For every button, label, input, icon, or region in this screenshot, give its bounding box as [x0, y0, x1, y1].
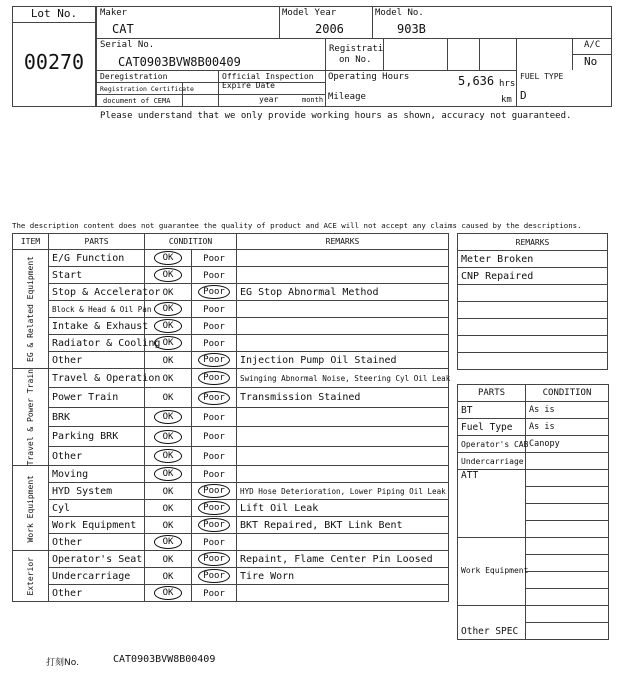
att-value	[526, 470, 609, 487]
poor-option: Poor	[198, 484, 230, 498]
remark-cell: Tire Worn	[237, 568, 449, 585]
registration-certificate-label: Registration Certificate	[100, 85, 194, 93]
spec-part: Fuel Type	[458, 419, 526, 436]
condition-row	[13, 250, 449, 267]
part-name: Undercarriage	[49, 568, 145, 585]
work-equipment-value	[526, 555, 609, 572]
poor-cell[interactable]	[192, 568, 237, 585]
stamp-number-value: CAT0903BVW8B00409	[113, 654, 216, 665]
ok-cell[interactable]	[145, 585, 192, 602]
part-name: Work Equipment	[49, 517, 145, 534]
registration-label: Registrati	[329, 44, 384, 54]
part-name: Other	[49, 352, 145, 369]
ac-value: No	[584, 55, 598, 68]
remark-cell: BKT Repaired, BKT Link Bent	[237, 517, 449, 534]
condition-row	[13, 427, 449, 446]
general-remark-row	[458, 285, 608, 302]
poor-cell[interactable]	[192, 446, 237, 466]
ok-option: OK	[162, 571, 174, 582]
poor-cell[interactable]	[192, 500, 237, 517]
condition-row	[13, 585, 449, 602]
condition-row	[13, 407, 449, 426]
item-group-label: Travel & Power Train	[26, 369, 35, 466]
condition-row	[13, 388, 449, 407]
ok-cell[interactable]	[145, 301, 192, 318]
ok-cell[interactable]	[145, 534, 192, 551]
part-name: Travel & Operation	[49, 369, 145, 388]
general-remark-item	[458, 285, 608, 302]
operating-hours-value: 5,636	[458, 74, 495, 88]
general-remarks-table	[457, 233, 608, 370]
other-spec-label: Other SPEC	[458, 606, 526, 640]
part-name: Other	[49, 534, 145, 551]
ac-label: A/C	[584, 40, 601, 50]
part-name: Radiator & Cooling	[49, 335, 145, 352]
ok-cell[interactable]	[145, 407, 192, 426]
general-remark-item: Meter Broken	[458, 251, 608, 268]
spec-row	[458, 453, 609, 470]
ok-cell[interactable]	[145, 318, 192, 335]
poor-cell[interactable]	[192, 318, 237, 335]
item-group-label: EG & Related Equipment	[26, 256, 35, 362]
ok-option: OK	[162, 393, 174, 404]
condition-row	[13, 352, 449, 369]
spec-row	[458, 436, 609, 453]
general-remark-item	[458, 302, 608, 319]
part-name: Parking BRK	[49, 427, 145, 446]
poor-cell[interactable]	[192, 267, 237, 284]
item-group-label: Exterior	[26, 557, 35, 596]
work-equipment-label: Work Equipment	[458, 538, 526, 606]
poor-option: Poor	[203, 321, 225, 332]
general-remark-row	[458, 353, 608, 370]
description-disclaimer: The description content does not guarantee the quality of product and ACE will not accept any claims caused by the descriptions.	[12, 221, 582, 230]
remark-cell	[237, 466, 449, 483]
poor-option: Poor	[198, 501, 230, 515]
remark-cell	[237, 534, 449, 551]
poor-option: Poor	[198, 371, 230, 385]
condition-row	[13, 534, 449, 551]
item-group-cell	[13, 369, 49, 466]
general-remark-row	[458, 268, 608, 285]
ok-option: OK	[154, 535, 183, 549]
other-spec-row	[458, 606, 609, 623]
remark-cell	[237, 318, 449, 335]
ok-option: OK	[162, 520, 174, 531]
work-equipment-row	[458, 538, 609, 555]
general-remark-item	[458, 319, 608, 336]
km-unit: km	[501, 95, 512, 105]
remark-cell	[237, 446, 449, 466]
condition-row	[13, 568, 449, 585]
remark-cell: Transmission Stained	[237, 388, 449, 407]
general-remarks-header: REMARKS	[458, 234, 608, 251]
remark-cell	[237, 267, 449, 284]
part-name: HYD System	[49, 483, 145, 500]
model-year-value: 2006	[315, 22, 344, 36]
remark-cell: Swinging Abnormal Noise, Steering Cyl Oil Leak	[237, 369, 449, 388]
general-remark-item: CNP Repaired	[458, 268, 608, 285]
ok-option: OK	[154, 302, 183, 316]
poor-option: Poor	[203, 432, 225, 443]
att-value	[526, 521, 609, 538]
ok-option: OK	[154, 268, 183, 282]
poor-option: Poor	[198, 569, 230, 583]
remark-cell: Lift Oil Leak	[237, 500, 449, 517]
part-name: Stop & Accelerator	[49, 284, 145, 301]
ok-cell[interactable]	[145, 483, 192, 500]
item-group-cell	[13, 250, 49, 369]
part-name: Start	[49, 267, 145, 284]
maker-value: CAT	[112, 22, 134, 36]
condition-row	[13, 466, 449, 483]
poor-option: Poor	[198, 353, 230, 367]
hrs-unit: hrs	[499, 79, 516, 89]
ok-option: OK	[154, 430, 183, 444]
poor-cell[interactable]	[192, 534, 237, 551]
condition-row	[13, 517, 449, 534]
poor-cell[interactable]	[192, 585, 237, 602]
poor-option: Poor	[203, 304, 225, 315]
part-name: BRK	[49, 407, 145, 426]
model-no-label: Model No.	[375, 8, 424, 18]
poor-cell[interactable]	[192, 250, 237, 267]
condition-row	[13, 369, 449, 388]
att-value	[526, 487, 609, 504]
cema-document-label: document of CEMA	[103, 97, 171, 105]
model-year-label: Model Year	[282, 8, 337, 18]
part-name: Power Train	[49, 388, 145, 407]
ok-cell[interactable]	[145, 427, 192, 446]
ok-option: OK	[154, 251, 183, 265]
general-remark-row	[458, 336, 608, 353]
remark-cell: HYD Hose Deterioration, Lower Piping Oil Leak	[237, 483, 449, 500]
ok-option: OK	[154, 586, 183, 600]
remark-cell	[237, 301, 449, 318]
spec-row	[458, 419, 609, 436]
poor-option: Poor	[203, 412, 225, 423]
ok-cell[interactable]	[145, 388, 192, 407]
maker-label: Maker	[100, 8, 128, 18]
condition-row	[13, 284, 449, 301]
spec-condition: As is	[526, 402, 609, 419]
poor-option: Poor	[198, 285, 230, 299]
serial-label: Serial No.	[100, 40, 155, 50]
remark-cell	[237, 407, 449, 426]
mileage-label: Mileage	[328, 92, 366, 102]
ok-cell[interactable]	[145, 500, 192, 517]
hours-disclaimer: Please understand that we only provide working hours as shown, accuracy not guaranteed.	[100, 111, 572, 121]
serial-value: CAT0903BVW8B00409	[118, 55, 241, 69]
poor-option: Poor	[198, 552, 230, 566]
poor-option: Poor	[203, 338, 225, 349]
spec-condition-header: CONDITION	[526, 385, 609, 402]
remark-cell	[237, 585, 449, 602]
remark-cell: EG Stop Abnormal Method	[237, 284, 449, 301]
model-no-value: 903B	[397, 22, 426, 36]
spec-condition: As is	[526, 419, 609, 436]
condition-row	[13, 318, 449, 335]
poor-cell[interactable]	[192, 407, 237, 426]
condition-row	[13, 551, 449, 568]
condition-header: CONDITION	[145, 234, 237, 250]
ok-cell[interactable]	[145, 568, 192, 585]
ok-cell[interactable]	[145, 250, 192, 267]
att-row	[458, 470, 609, 487]
condition-row	[13, 483, 449, 500]
ok-option: OK	[154, 449, 183, 463]
ok-option: OK	[162, 554, 174, 565]
part-name: Operator's Seat	[49, 551, 145, 568]
poor-option: Poor	[198, 518, 230, 532]
poor-option: Poor	[203, 270, 225, 281]
ok-cell[interactable]	[145, 466, 192, 483]
other-spec-value	[526, 623, 609, 640]
ok-cell[interactable]	[145, 551, 192, 568]
condition-table	[12, 233, 449, 602]
condition-row	[13, 335, 449, 352]
general-remark-row	[458, 319, 608, 336]
spec-parts-header: PARTS	[458, 385, 526, 402]
poor-option: Poor	[203, 253, 225, 264]
part-name: Block & Head & Oil Pan	[49, 301, 145, 318]
ok-cell[interactable]	[145, 267, 192, 284]
poor-cell[interactable]	[192, 301, 237, 318]
parts-header: PARTS	[49, 234, 145, 250]
ok-option: OK	[154, 336, 183, 350]
poor-option: Poor	[203, 469, 225, 480]
fuel-type-value: D	[520, 89, 527, 102]
other-spec-value	[526, 606, 609, 623]
registration-label-2: on No.	[339, 55, 372, 65]
operating-hours-label: Operating Hours	[328, 72, 410, 82]
ok-option: OK	[154, 319, 183, 333]
item-group-cell	[13, 466, 49, 551]
condition-row	[13, 301, 449, 318]
item-group-cell	[13, 551, 49, 602]
condition-row	[13, 500, 449, 517]
remark-cell: Repaint, Flame Center Pin Loosed	[237, 551, 449, 568]
inspection-label-2: Expire Date	[222, 81, 275, 90]
poor-cell[interactable]	[192, 335, 237, 352]
part-name: E/G Function	[49, 250, 145, 267]
condition-row	[13, 446, 449, 466]
ok-cell[interactable]	[145, 446, 192, 466]
spec-condition: Canopy	[526, 436, 609, 453]
item-group-label: Work Equipment	[26, 474, 35, 543]
work-equipment-value	[526, 589, 609, 606]
poor-option: Poor	[203, 451, 225, 462]
year-label: year	[259, 95, 279, 104]
remarks-header: REMARKS	[237, 234, 449, 250]
inspection-label: Official Inspection	[222, 72, 314, 81]
poor-cell[interactable]	[192, 551, 237, 568]
lot-number: 00270	[23, 50, 85, 74]
spec-row	[458, 402, 609, 419]
general-remark-row	[458, 302, 608, 319]
spec-part: BT	[458, 402, 526, 419]
spec-condition	[526, 453, 609, 470]
part-name: Other	[49, 446, 145, 466]
ok-cell[interactable]	[145, 352, 192, 369]
ok-option: OK	[162, 503, 174, 514]
ok-option: OK	[162, 287, 174, 298]
spec-part: Operator's CAB	[458, 436, 526, 453]
work-equipment-value	[526, 572, 609, 589]
poor-option: Poor	[203, 588, 225, 599]
ok-cell[interactable]	[145, 517, 192, 534]
remark-cell	[237, 335, 449, 352]
spec-part: Undercarriage	[458, 453, 526, 470]
poor-cell[interactable]	[192, 483, 237, 500]
poor-cell[interactable]	[192, 388, 237, 407]
work-equipment-value	[526, 538, 609, 555]
att-label: ATT	[458, 470, 526, 538]
spec-table	[457, 384, 609, 640]
part-name: Cyl	[49, 500, 145, 517]
poor-option: Poor	[198, 391, 230, 405]
fuel-type-label: FUEL TYPE	[520, 72, 564, 81]
poor-cell[interactable]	[192, 466, 237, 483]
general-remark-item	[458, 336, 608, 353]
poor-cell[interactable]	[192, 352, 237, 369]
general-remark-item	[458, 353, 608, 370]
lot-label: Lot No.	[30, 7, 78, 20]
month-label: month	[302, 96, 324, 104]
part-name: Moving	[49, 466, 145, 483]
poor-cell[interactable]	[192, 517, 237, 534]
poor-cell[interactable]	[192, 369, 237, 388]
stamp-number-label: 打刻No.	[46, 658, 79, 668]
remark-cell: Injection Pump Oil Stained	[237, 352, 449, 369]
ok-option: OK	[154, 467, 183, 481]
poor-cell[interactable]	[192, 427, 237, 446]
remark-cell	[237, 250, 449, 267]
ok-option: OK	[162, 355, 174, 366]
poor-option: Poor	[203, 537, 225, 548]
deregistration-label: Deregistration	[100, 72, 168, 81]
part-name: Intake & Exhaust	[49, 318, 145, 335]
ok-option: OK	[162, 486, 174, 497]
att-value	[526, 504, 609, 521]
part-name: Other	[49, 585, 145, 602]
remark-cell	[237, 427, 449, 446]
ok-option: OK	[154, 410, 183, 424]
poor-cell[interactable]	[192, 284, 237, 301]
general-remark-row	[458, 251, 608, 268]
item-header: ITEM	[13, 234, 49, 250]
ok-option: OK	[162, 373, 174, 384]
condition-row	[13, 267, 449, 284]
